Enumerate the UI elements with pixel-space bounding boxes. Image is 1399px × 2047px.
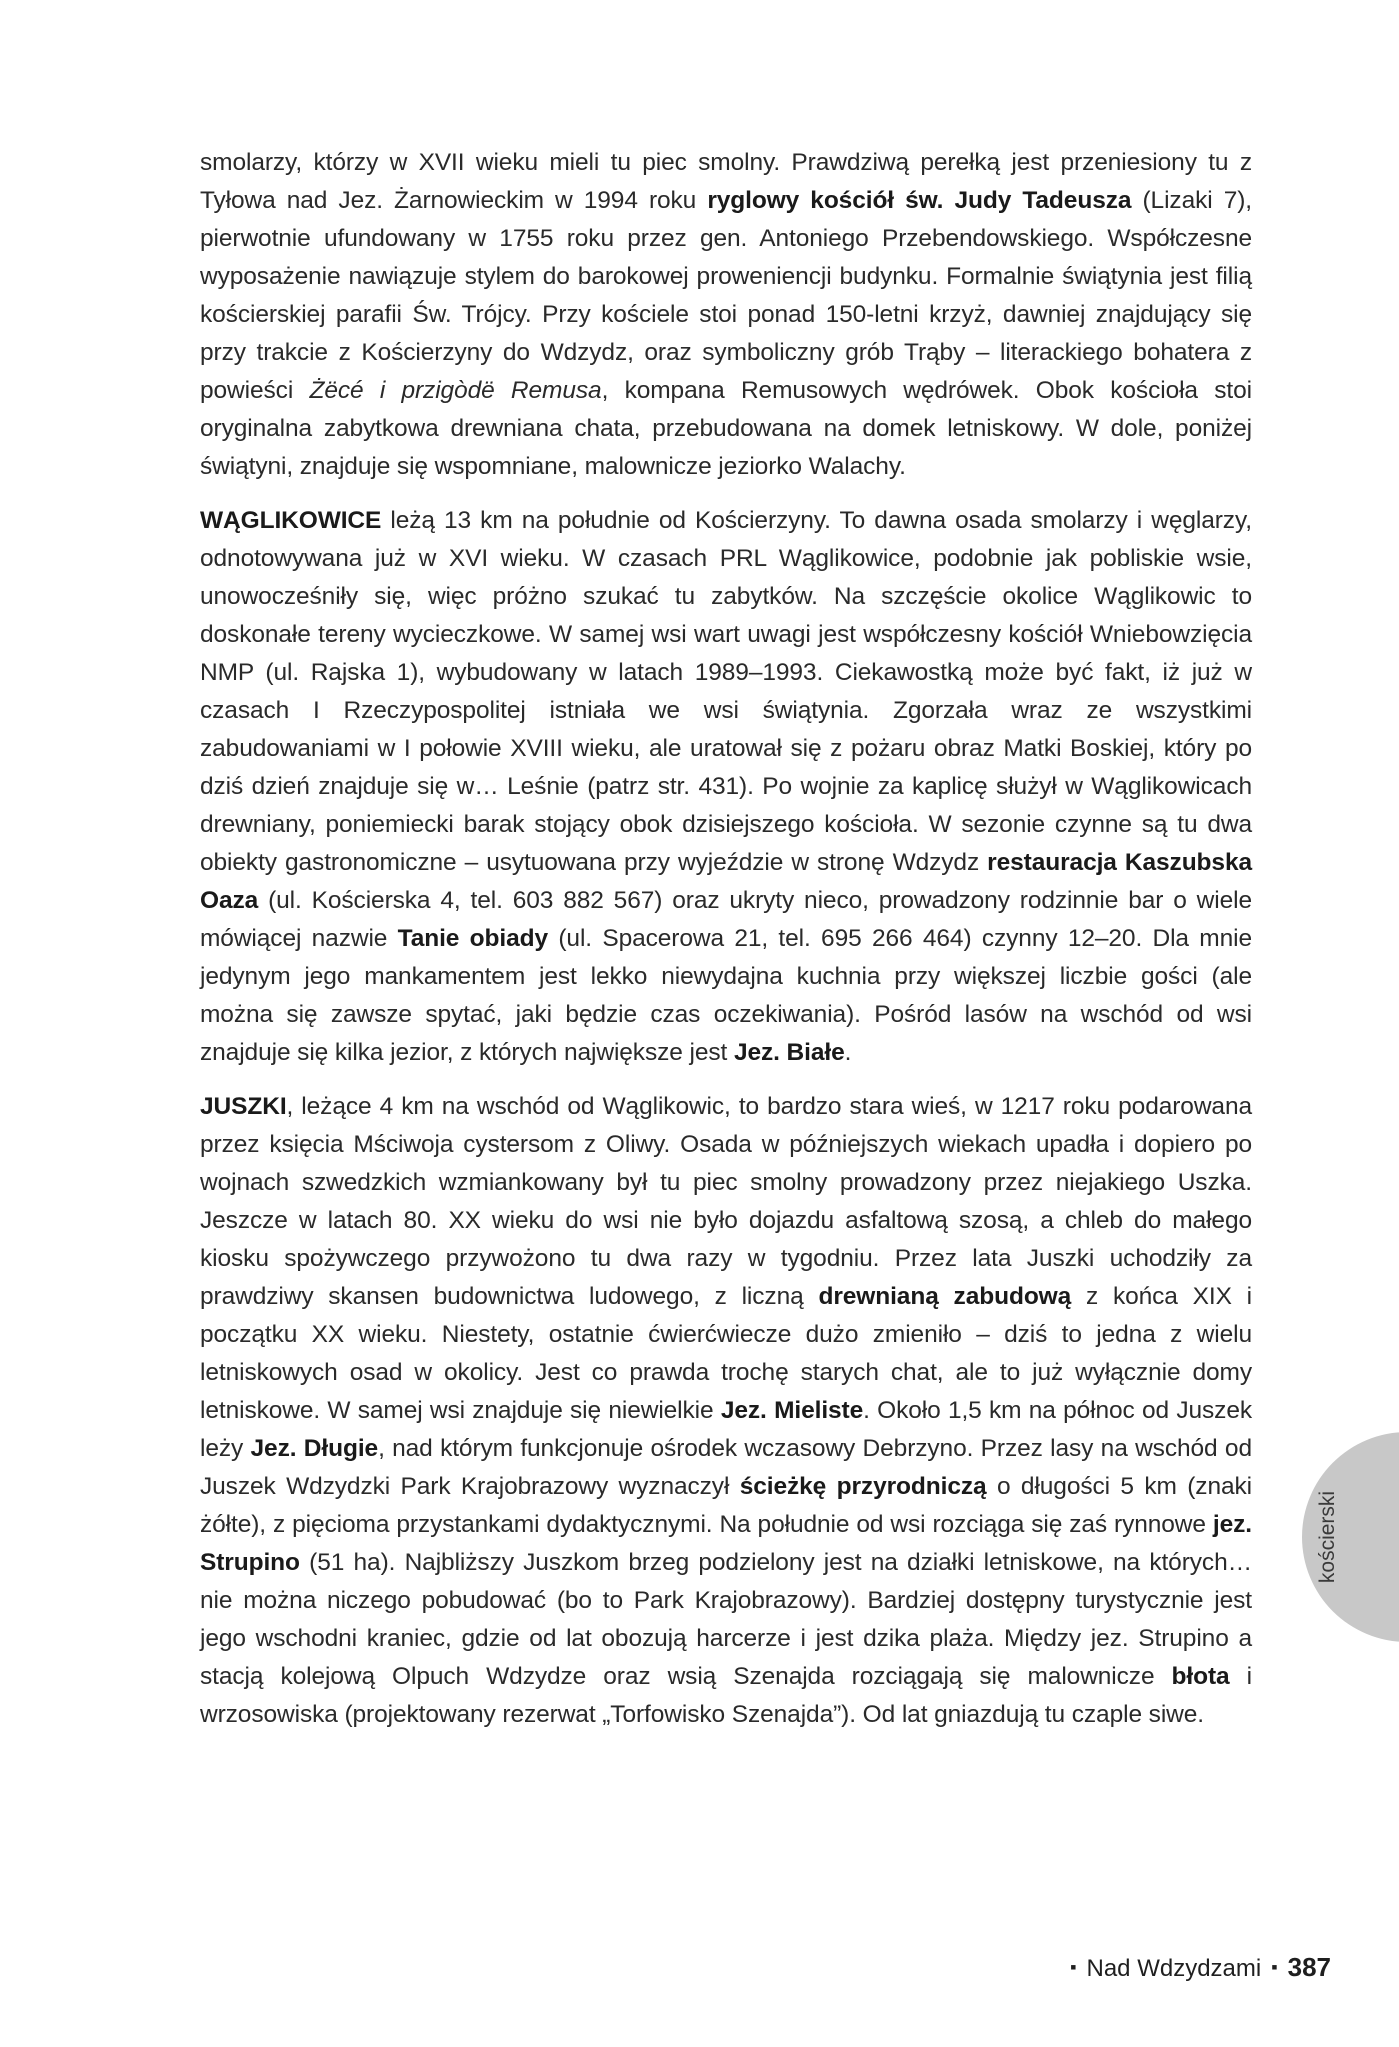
text-run: . Około 1,5 km na północ od Juszek leży [200,1397,1252,1462]
text-run: (51 ha). Najbliższy Juszkom brzeg podzielony jest na działki letniskowe, na których… nie można niczego pobudować (bo to Park Krajobrazowy). Bardziej dostępny turystycznie jest jego wschodni kraniec, gdzie od lat obozują harcerze i jest dzika plaża. Między jez. Strupino a stacją kolejową Olpuch Wdzydze oraz wsią Szenajda rozciągają się malownicze [200,1549,1252,1690]
page-content [200,144,1252,1734]
text-run: i wrzosowiska (projektowany rezerwat „Torfowisko Szenajda”). Od lat gniazdują tu czaple siwe. [200,1663,1252,1728]
text-run: (Lizaki 7), pierwotnie ufundowany w 1755 roku przez gen. Antoniego Przebendowskiego. Współczesne wyposażenie nawiązuje stylem do barokowej proweniencji budynku. Formalnie świątynia jest filią kościerskiej parafii Św. Trójcy. Przy kościele stoi ponad 150-letni krzyż, dawniej znajdujący się przy trakcie z Kościerzyny do Wdzydz, oraz symboliczny grób Trąby – literackiego bohatera z powieści [200,187,1252,404]
text-run: . [844,1039,852,1066]
text-run: o długości 5 km (znaki żółte), z pięcioma przystankami dydaktycznymi. Na południe od wsi rozciąga się zaś rynnowe [200,1473,1252,1538]
bold-term: WĄGLIKOWICE [200,507,382,534]
page-number: 387 [1287,1952,1331,1982]
text-run: (ul. Kościerska 4, tel. 603 882 567) oraz ukryty nieco, prowadzony rodzinnie bar o wiele mówiącej nazwie [200,887,1252,952]
text-run: , nad którym funkcjonuje ośrodek wczasowy Debrzyno. Przez lasy na wschód od Juszek Wdzydzki Park Krajobrazowy wyznaczył [200,1435,1252,1500]
text-run: , kompana Remusowych wędrówek. Obok kościoła stoi oryginalna zabytkowa drewniana chata, przebudowana na domek letniskowy. W dole, poniżej świątyni, znajduje się wspomniane, malownicze jeziorko Walachy. [200,377,1252,480]
footer-bullet-left: ▪ [1070,1957,1077,1977]
bold-term: drewnianą zabudową [818,1283,1072,1310]
bold-term: ścieżkę przyrodniczą [739,1473,987,1500]
text-run: (ul. Spacerowa 21, tel. 695 266 464) czynny 12–20. Dla mnie jedynym jego mankamentem jest lekko niewydajna kuchnia przy większej liczbie gości (ale można się zawsze spytać, jaki będzie czas oczekiwania). Pośród lasów na wschód od wsi znajduje się kilka jezior, z których największe jest [200,925,1252,1066]
bold-term: ryglowy kościół św. Judy Tadeusza [707,187,1132,214]
text-run: z końca XIX i początku XX wieku. Niestety, ostatnie ćwierćwiecze dużo zmieniło – dziś to jedna z wielu letniskowych osad w okolicy. Jest co prawda trochę starych chat, ale to już wyłącznie domy letniskowe. W samej wsi znajduje się niewielkie [200,1283,1252,1424]
chapter-side-tab-label: kościerski [1316,1490,1339,1584]
page-footer [1070,1952,1331,1983]
bold-term: Jez. Białe [733,1039,845,1066]
bold-term: Tanie obiady [397,925,549,952]
bold-term: Jez. Mieliste [720,1397,864,1424]
text-run: , leżące 4 km na wschód od Wąglikowic, to bardzo stara wieś, w 1217 roku podarowana przez księcia Mściwoja cystersom z Oliwy. Osada w późniejszych wiekach upadła i dopiero po wojnach szwedzkich wzmiankowany był tu piec smolny prowadzony przez niejakiego Uszka. Jeszcze w latach 80. XX wieku do wsi nie było dojazdu asfaltową szosą, a chleb do małego kiosku spożywczego przywożono tu dwa razy w tygodniu. Przez lata Juszki uchodziły za prawdziwy skansen budownictwa ludowego, z liczną [200,1093,1252,1310]
text-run: smolarzy, którzy w XVII wieku mieli tu piec smolny. Prawdziwą perełką jest przeniesiony tu z Tyłowa nad Jez. Żarnowieckim w 1994 roku [200,149,1252,214]
bold-term: Jez. Długie [250,1435,379,1462]
bold-term: błota [1171,1663,1230,1690]
paragraph-lizaki [200,144,1252,486]
paragraph-juszki [200,1088,1252,1734]
footer-bullet-right: ▪ [1271,1957,1278,1977]
bold-term: restauracja Kaszubska Oaza [200,849,1252,914]
bold-term: JUSZKI [200,1093,287,1120]
italic-title: Żëcé i przigòdë Remusa [309,377,602,404]
footer-section-title: Nad Wdzydzami [1086,1955,1262,1982]
text-run: leżą 13 km na południe od Kościerzyny. To dawna osada smolarzy i węglarzy, odnotowywana już w XVI wieku. W czasach PRL Wąglikowice, podobnie jak pobliskie wsie, unowocześniły się, więc próżno szukać tu zabytków. Na szczęście okolice Wąglikowic to doskonałe tereny wycieczkowe. W samej wsi wart uwagi jest współczesny kościół Wniebowzięcia NMP (ul. Rajska 1), wybudowany w latach 1989–1993. Ciekawostką może być fakt, iż już w czasach I Rzeczypospolitej istniała we wsi świątynia. Zgorzała wraz ze wszystkimi zabudowaniami w I połowie XVIII wieku, ale uratował się z pożaru obraz Matki Boskiej, który po dziś dzień znajduje się w… Leśnie (patrz str. 431). Po wojnie za kaplicę służył w Wąglikowicach drewniany, poniemiecki barak stojący obok dzisiejszego kościoła. W sezonie czynne są tu dwa obiekty gastronomiczne – usytuowana przy wyjeździe w stronę Wdzydz [200,507,1252,876]
paragraph-waglikowice [200,502,1252,1072]
bold-term: jez. Strupino [200,1511,1252,1576]
